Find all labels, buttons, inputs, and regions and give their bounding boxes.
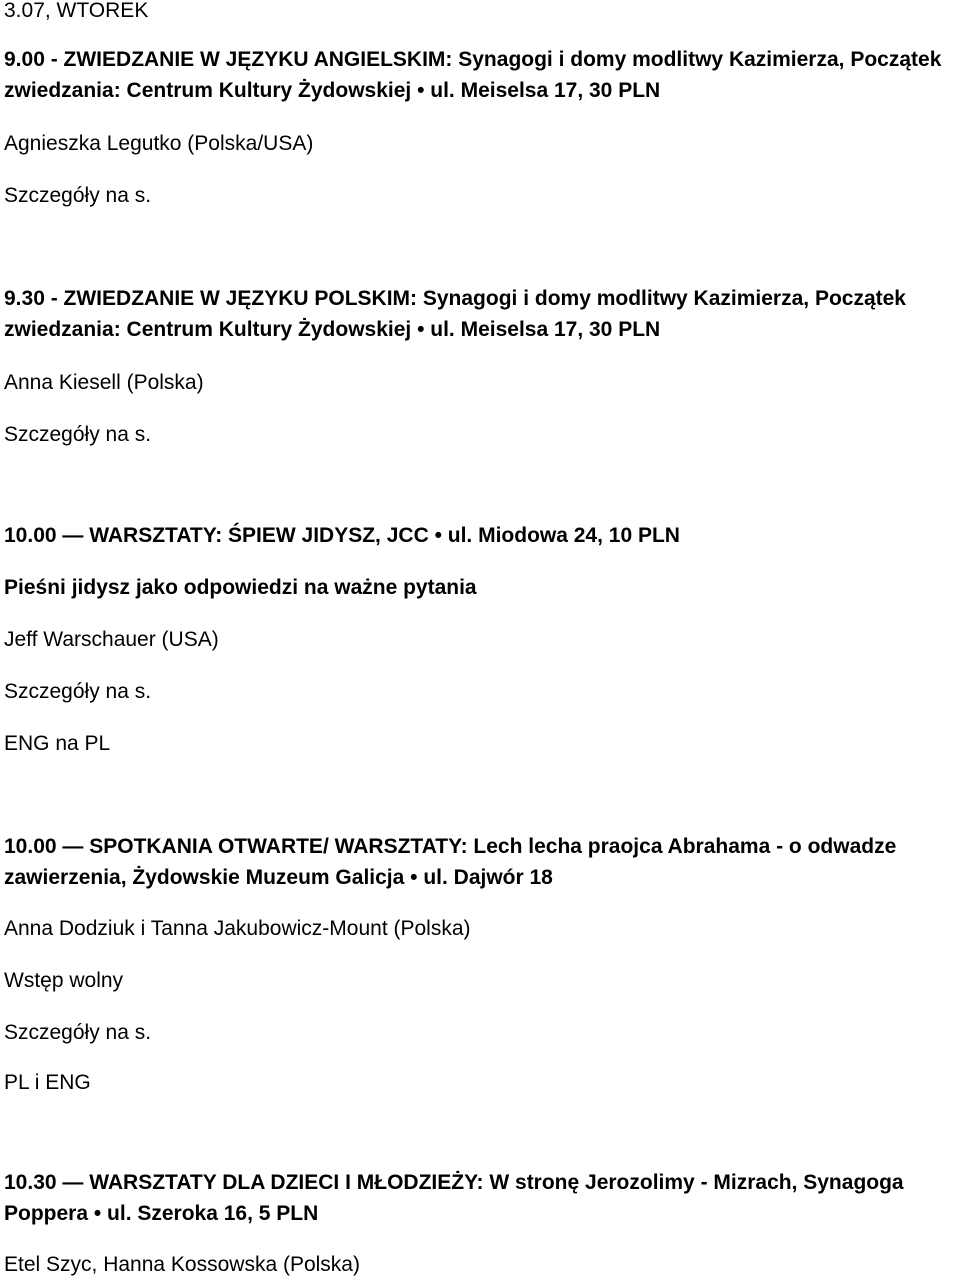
day-header: 3.07, WTOREK bbox=[4, 0, 149, 22]
event-3-details: Szczegóły na s. bbox=[4, 680, 152, 703]
event-5-person: Etel Szyc, Hanna Kossowska (Polska) bbox=[4, 1253, 360, 1276]
event-4-heading-line2: zawierzenia, Żydowskie Muzeum Galicja • ul. Dajwór 18 bbox=[4, 866, 553, 889]
event-2-heading-line2: zwiedzania: Centrum Kultury Żydowskiej • ul. Meiselsa 17, 30 PLN bbox=[4, 318, 661, 341]
event-1-heading-line1: 9.00 - ZWIEDZANIE W JĘZYKU ANGIELSKIM: Synagogi i domy modlitwy Kazimierza, Początek bbox=[4, 48, 942, 71]
event-1-details: Szczegóły na s. bbox=[4, 184, 152, 207]
event-1-heading-line2: zwiedzania: Centrum Kultury Żydowskiej • ul. Meiselsa 17, 30 PLN bbox=[4, 79, 661, 102]
event-1-person: Agnieszka Legutko (Polska/USA) bbox=[4, 132, 314, 155]
event-4-language: PL i ENG bbox=[4, 1071, 91, 1094]
event-3-person: Jeff Warschauer (USA) bbox=[4, 628, 219, 651]
event-4-admission: Wstęp wolny bbox=[4, 969, 124, 992]
event-2-heading-line1: 9.30 - ZWIEDZANIE W JĘZYKU POLSKIM: Synagogi i domy modlitwy Kazimierza, Początek bbox=[4, 287, 906, 310]
event-5-heading-line1: 10.30 — WARSZTATY DLA DZIECI I MŁODZIEŻY: W stronę Jerozolimy - Mizrach, Synagoga bbox=[4, 1171, 904, 1194]
event-4-heading-line1: 10.00 — SPOTKANIA OTWARTE/ WARSZTATY: Lech lecha praojca Abrahama - o odwadze bbox=[4, 835, 897, 858]
event-4-person: Anna Dodziuk i Tanna Jakubowicz-Mount (Polska) bbox=[4, 917, 471, 940]
event-3-language: ENG na PL bbox=[4, 732, 111, 755]
event-5-heading-line2: Poppera • ul. Szeroka 16, 5 PLN bbox=[4, 1202, 319, 1225]
event-2-person: Anna Kiesell (Polska) bbox=[4, 371, 204, 394]
event-3-heading: 10.00 — WARSZTATY: ŚPIEW JIDYSZ, JCC • ul. Miodowa 24, 10 PLN bbox=[4, 524, 680, 547]
event-3-subtitle: Pieśni jidysz jako odpowiedzi na ważne pytania bbox=[4, 576, 477, 599]
event-4-details: Szczegóły na s. bbox=[4, 1021, 152, 1044]
event-2-details: Szczegóły na s. bbox=[4, 423, 152, 446]
